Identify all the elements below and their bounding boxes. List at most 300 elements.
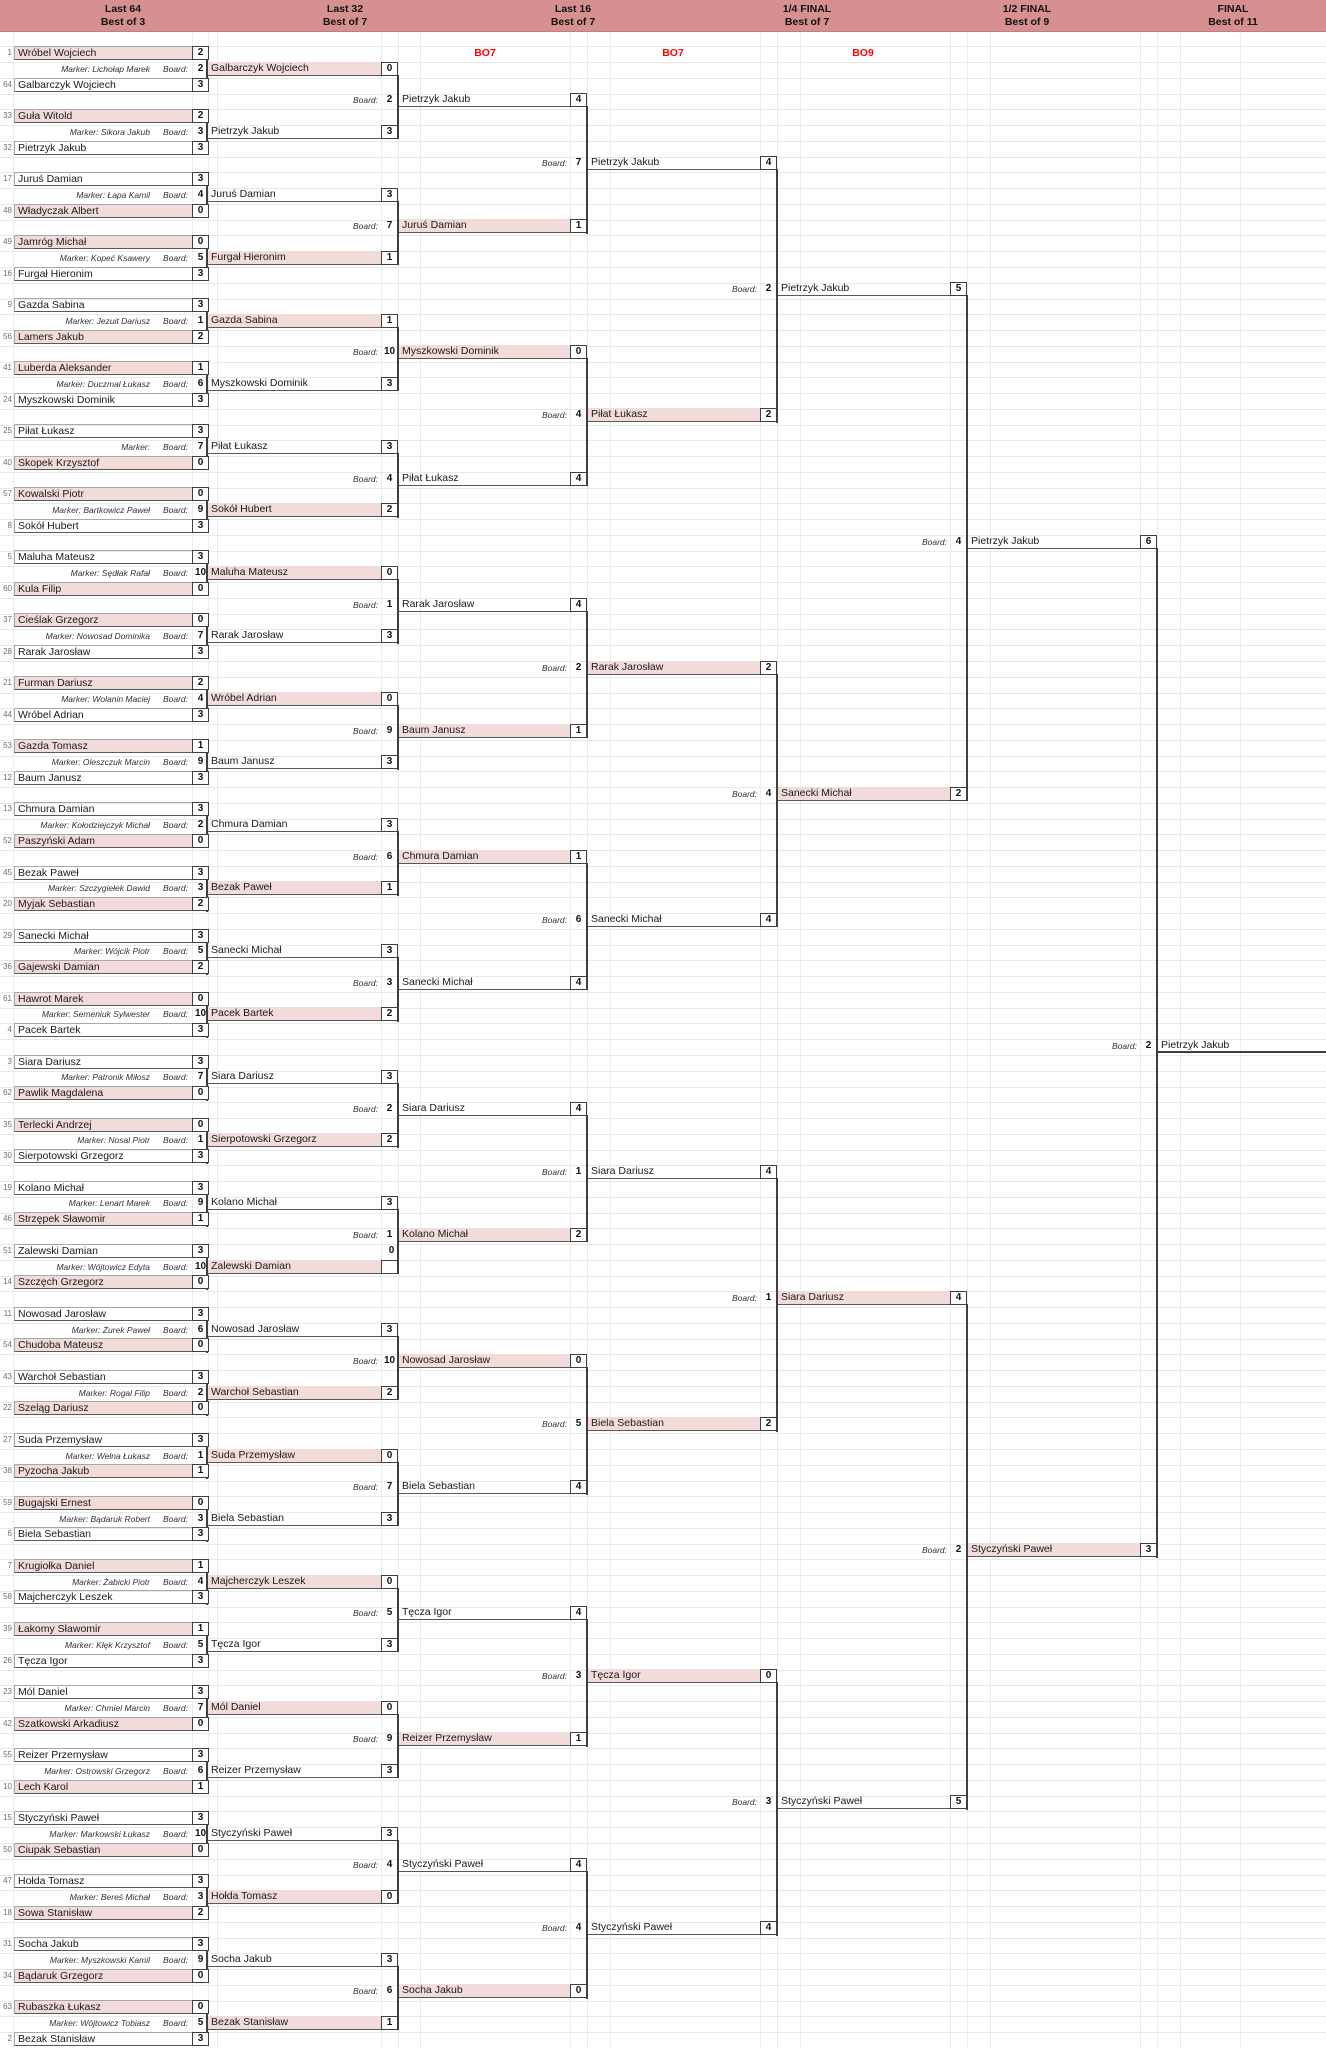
score-box: 0 — [192, 2000, 209, 2014]
score-box: 3 — [381, 1764, 398, 1778]
board-label: Board: — [352, 1103, 378, 1114]
board-number: 4 — [386, 1859, 393, 1871]
marker-label: Marker: Lichołap Marek — [61, 63, 150, 74]
score-box: 3 — [192, 172, 209, 186]
board-label: Board: — [162, 1639, 188, 1650]
board-label: Board: — [352, 95, 378, 106]
board-label: Board: — [162, 2018, 188, 2028]
board-number: 10 — [383, 1355, 396, 1367]
score-box: 3 — [192, 1055, 209, 1069]
quarterfinal-player-cell: Styczyński Paweł — [588, 1921, 760, 1935]
seed-number: 19 — [3, 1182, 12, 1192]
board-number: 2 — [197, 819, 204, 831]
player-name-cell: Gajewski Damian — [14, 960, 192, 974]
connector-line — [776, 169, 778, 423]
round-subtitle-last64: Best of 3 — [100, 16, 146, 28]
score-box: 0 — [381, 692, 398, 706]
grid-line — [0, 1228, 1326, 1229]
score-box: 0 — [381, 1575, 398, 1589]
board-label: Board: — [541, 662, 567, 673]
board-label: Board: — [352, 725, 378, 736]
board-label: Board: — [352, 1986, 378, 1997]
board-number: 7 — [386, 220, 393, 232]
seed-number: 7 — [7, 1560, 12, 1570]
board-label: Board: — [162, 1828, 188, 1839]
seed-number: 56 — [3, 331, 12, 341]
connector-line — [586, 1619, 588, 1747]
board-label: Board: — [541, 1166, 567, 1177]
board-number: 6 — [197, 1323, 204, 1335]
board-number: 7 — [197, 441, 204, 452]
quarterfinal-player-cell: Pietrzyk Jakub — [588, 156, 760, 170]
player-name-cell: Juruś Damian — [14, 172, 192, 186]
board-label: Board: — [162, 946, 188, 957]
seed-number: 13 — [3, 804, 12, 814]
score-box: 3 — [192, 550, 209, 564]
board-number: 3 — [197, 1512, 204, 1524]
grid-line — [0, 1733, 1326, 1734]
board-label: Board: — [162, 1576, 188, 1587]
player-name-cell: Kula Filip — [14, 582, 192, 596]
score-box: 3 — [192, 708, 209, 722]
player-name-cell: Nowosad Jarosław — [14, 1307, 192, 1321]
score-box: 3 — [192, 1527, 209, 1541]
score-box: 2 — [381, 1133, 398, 1147]
player-name-cell: Reizer Przemysław — [14, 1748, 192, 1762]
score-box: 1 — [381, 881, 398, 895]
marker-label: Marker: Wełna Łukasz — [65, 1450, 150, 1461]
score-box — [381, 1260, 398, 1274]
seed-number: 42 — [3, 1718, 12, 1728]
player-name-cell: Sokół Hubert — [14, 519, 192, 533]
grid-line — [610, 31, 611, 2048]
board-label: Board: — [162, 1261, 188, 1272]
score-box: 0 — [381, 1890, 398, 1904]
player-name-cell: Krugiołka Daniel — [14, 1559, 192, 1573]
score-box: 1 — [570, 219, 587, 233]
marker-label: Marker: Kłęk Krzysztof — [64, 1639, 150, 1650]
quarterfinal-player-cell: Rarak Jarosław — [588, 661, 760, 675]
marker-label: Marker: Nosal Piotr — [77, 1135, 150, 1146]
score-box: 2 — [760, 661, 777, 675]
grid-line — [0, 346, 1326, 347]
board-number: 1 — [575, 1165, 582, 1177]
marker-label: Marker: Żurek Paweł — [71, 1324, 150, 1335]
last32-player-cell: Styczyński Paweł — [208, 1827, 381, 1841]
score-box: 0 — [192, 992, 209, 1006]
board-number: 4 — [575, 1922, 582, 1934]
last32-player-cell: Sokół Hubert — [208, 503, 381, 517]
grid-line — [381, 31, 382, 2048]
last16-player-cell: Reizer Przemysław — [399, 1732, 570, 1746]
last32-player-cell: Sanecki Michał — [208, 944, 381, 958]
seed-number: 39 — [3, 1624, 12, 1633]
marker-label: Marker: Semeniuk Sylwester — [41, 1009, 150, 1020]
score-box: 0 — [381, 566, 398, 580]
board-number: 2 — [1145, 1039, 1152, 1051]
player-name-cell: Jamróg Michał — [14, 235, 192, 249]
score-box: 2 — [950, 787, 967, 801]
board-label: Board: — [162, 1450, 188, 1461]
board-label: Board: — [162, 252, 188, 263]
score-box: 3 — [192, 267, 209, 281]
seed-number: 54 — [3, 1340, 12, 1350]
marker-label: Marker: Jezuit Dariusz — [65, 315, 150, 326]
last16-player-cell: Siara Dariusz — [399, 1102, 570, 1116]
board-label: Board: — [162, 1954, 188, 1965]
round-subtitle-quarterfinal: Best of 7 — [784, 16, 830, 28]
score-box: 3 — [381, 944, 398, 958]
score-box: 1 — [192, 739, 209, 753]
grid-line — [217, 31, 218, 2048]
board-label: Board: — [162, 568, 188, 579]
score-box: 0 — [192, 456, 209, 470]
score-box: 3 — [381, 125, 398, 139]
board-number: 2 — [765, 283, 772, 295]
board-label: Board: — [162, 1324, 188, 1335]
score-box: 3 — [381, 1827, 398, 1841]
board-number: 5 — [197, 2017, 204, 2028]
player-name-cell: Hawrot Marek — [14, 992, 192, 1006]
misplaced-score: 0 — [388, 1244, 395, 1256]
seed-number: 23 — [3, 1687, 12, 1697]
last32-player-cell: Siara Dariusz — [208, 1070, 381, 1084]
last16-player-cell: Nowosad Jarosław — [399, 1354, 570, 1368]
player-name-cell: Pacek Bartek — [14, 1023, 192, 1037]
player-name-cell: Biela Sebastian — [14, 1527, 192, 1541]
board-number: 5 — [575, 1418, 582, 1430]
marker-label: Marker: Szczygiełek Dawid — [47, 883, 150, 894]
last32-player-cell: Myszkowski Dominik — [208, 377, 381, 391]
board-label: Board: — [352, 1734, 378, 1745]
score-box: 4 — [570, 598, 587, 612]
board-number: 4 — [197, 1575, 204, 1587]
score-box: 0 — [192, 1275, 209, 1289]
board-label: Board: — [731, 284, 757, 295]
player-name-cell: Zalewski Damian — [14, 1244, 192, 1258]
score-box: 4 — [570, 1858, 587, 1872]
score-box: 0 — [570, 1354, 587, 1368]
round-title-final: FINAL — [1217, 3, 1249, 15]
player-name-cell: Lech Karol — [14, 1780, 192, 1794]
seed-number: 35 — [3, 1119, 12, 1129]
seed-number: 3 — [7, 1056, 12, 1066]
connector-line — [586, 863, 588, 991]
seed-number: 37 — [3, 615, 12, 625]
board-label: Board: — [162, 315, 188, 326]
board-number: 1 — [197, 314, 204, 326]
player-name-cell: Władyczak Albert — [14, 204, 192, 218]
board-label: Board: — [352, 851, 378, 862]
score-box: 4 — [760, 156, 777, 170]
score-box: 2 — [192, 897, 209, 911]
seed-number: 41 — [3, 363, 12, 373]
round-subtitle-final: Best of 11 — [1208, 16, 1258, 28]
score-box: 0 — [192, 1717, 209, 1731]
grid-line — [0, 472, 1326, 473]
score-box: 3 — [192, 2032, 209, 2046]
board-label: Board: — [352, 1608, 378, 1619]
score-box: 0 — [192, 1496, 209, 1510]
last32-player-cell: Hołda Tomasz — [208, 1890, 381, 1904]
board-label: Board: — [162, 189, 188, 200]
score-box: 3 — [192, 771, 209, 785]
seed-number: 20 — [3, 899, 12, 909]
last32-player-cell: Tęcza Igor — [208, 1638, 381, 1652]
bo-label-last16: BO7 — [474, 47, 496, 59]
board-number: 9 — [197, 504, 204, 516]
score-box: 3 — [192, 1748, 209, 1762]
player-name-cell: Galbarczyk Wojciech — [14, 78, 192, 92]
score-box: 2 — [192, 676, 209, 690]
board-label: Board: — [162, 505, 188, 516]
score-box: 5 — [950, 1795, 967, 1809]
board-number: 4 — [955, 535, 962, 547]
board-label: Board: — [352, 1230, 378, 1240]
grid-line — [0, 1102, 1326, 1103]
board-number: 10 — [194, 1827, 207, 1839]
last32-player-cell: Galbarczyk Wojciech — [208, 62, 381, 76]
score-box: 1 — [570, 724, 587, 738]
score-box: 4 — [760, 1165, 777, 1179]
seed-number: 5 — [7, 552, 12, 562]
marker-label: Marker: Bartkowicz Paweł — [52, 505, 150, 516]
score-box: 3 — [1140, 1543, 1157, 1557]
board-number: 2 — [386, 94, 393, 106]
last32-player-cell: Sierpotowski Grzegorz — [208, 1133, 381, 1147]
score-box: 3 — [192, 1370, 209, 1384]
score-box: 3 — [381, 755, 398, 769]
score-box: 3 — [381, 1953, 398, 1967]
last32-player-cell: Pietrzyk Jakub — [208, 125, 381, 139]
marker-label: Marker: Wójcik Piotr — [73, 946, 150, 957]
board-number: 1 — [765, 1292, 772, 1304]
seed-number: 30 — [3, 1151, 12, 1161]
last16-player-cell: Sanecki Michał — [399, 976, 570, 990]
seed-number: 15 — [3, 1813, 12, 1823]
connector-line — [586, 1871, 588, 1999]
seed-number: 2 — [7, 2033, 12, 2043]
player-name-cell: Wróbel Wojciech — [14, 46, 192, 60]
player-name-cell: Suda Przemysław — [14, 1433, 192, 1447]
round-subtitle-last32: Best of 7 — [322, 16, 368, 28]
quarterfinal-player-cell: Siara Dariusz — [588, 1165, 760, 1179]
score-box: 0 — [192, 613, 209, 627]
score-box: 0 — [381, 1449, 398, 1463]
marker-label: Marker: Rogal Filip — [78, 1387, 150, 1398]
seed-number: 25 — [3, 426, 12, 436]
board-label: Board: — [352, 599, 378, 610]
last32-player-cell: Maluha Mateusz — [208, 566, 381, 580]
score-box: 5 — [950, 282, 967, 296]
board-number: 4 — [386, 472, 393, 484]
bo-label-quarterfinal: BO7 — [662, 47, 684, 59]
score-box: 2 — [570, 1228, 587, 1242]
marker-label: Marker: Sikora Jakub — [69, 126, 150, 137]
board-number: 3 — [197, 1890, 204, 1902]
last32-player-cell: Wróbel Adrian — [208, 692, 381, 706]
marker-label: Marker: Bądaruk Robert — [59, 1513, 150, 1524]
board-label: Board: — [162, 442, 188, 452]
board-number: 4 — [197, 693, 204, 705]
player-name-cell: Strzępek Sławomir — [14, 1212, 192, 1226]
last16-player-cell: Baum Janusz — [399, 724, 570, 738]
last32-player-cell: Biela Sebastian — [208, 1512, 381, 1526]
score-box: 2 — [192, 109, 209, 123]
seed-number: 59 — [3, 1497, 12, 1507]
player-name-cell: Mól Daniel — [14, 1685, 192, 1699]
seed-number: 14 — [3, 1277, 12, 1287]
board-number: 5 — [197, 251, 204, 263]
board-label: Board: — [731, 788, 757, 799]
seed-number: 32 — [3, 142, 12, 152]
score-box: 0 — [192, 1843, 209, 1857]
board-label: Board: — [162, 1387, 188, 1398]
score-box: 0 — [192, 487, 209, 501]
player-name-cell: Styczyński Paweł — [14, 1811, 192, 1825]
board-number: 2 — [575, 661, 582, 673]
seed-number: 48 — [3, 205, 12, 215]
board-number: 7 — [386, 1481, 393, 1493]
seed-number: 40 — [3, 457, 12, 467]
board-label: Board: — [352, 977, 378, 988]
seed-number: 21 — [3, 678, 12, 688]
score-box: 3 — [192, 1874, 209, 1888]
player-name-cell: Gazda Sabina — [14, 298, 192, 312]
last32-player-cell: Bezak Stanisław — [208, 2016, 381, 2030]
score-box: 3 — [192, 866, 209, 880]
seed-number: 26 — [3, 1655, 12, 1665]
last32-player-cell: Reizer Przemysław — [208, 1764, 381, 1778]
last16-player-cell: Pietrzyk Jakub — [399, 93, 570, 107]
seed-number: 6 — [7, 1529, 12, 1539]
score-box: 3 — [192, 929, 209, 943]
last16-player-cell: Kolano Michał — [399, 1228, 570, 1242]
quarterfinal-player-cell: Piłat Łukasz — [588, 408, 760, 422]
score-box: 4 — [570, 472, 587, 486]
semifinal-player-cell: Styczyński Paweł — [778, 1795, 950, 1809]
last16-player-cell: Socha Jakub — [399, 1984, 570, 1998]
player-name-cell: Baum Janusz — [14, 771, 192, 785]
score-box: 2 — [192, 46, 209, 60]
player-name-cell: Maluha Mateusz — [14, 550, 192, 564]
seed-number: 44 — [3, 709, 12, 719]
board-label: Board: — [162, 1513, 188, 1524]
seed-number: 16 — [3, 268, 12, 278]
board-label: Board: — [541, 1923, 567, 1934]
last32-player-cell: Kolano Michał — [208, 1196, 381, 1210]
player-name-cell: Bugajski Ernest — [14, 1496, 192, 1510]
marker-label: Marker: Wolanin Maciej — [61, 694, 150, 705]
seed-number: 29 — [3, 930, 12, 940]
player-name-cell: Terlecki Andrzej — [14, 1118, 192, 1132]
player-name-cell: Cieślak Grzegorz — [14, 613, 192, 627]
last16-player-cell: Myszkowski Dominik — [399, 345, 570, 359]
score-box: 2 — [760, 1417, 777, 1431]
board-label: Board: — [731, 1797, 757, 1808]
board-number: 2 — [955, 1544, 962, 1556]
grid-line — [800, 31, 801, 2048]
round-title-last32: Last 32 — [326, 3, 364, 15]
score-box: 3 — [381, 440, 398, 454]
marker-label: Marker: Ostrowski Grzegorz — [44, 1765, 150, 1776]
connector-line — [776, 1682, 778, 1936]
last32-player-cell: Suda Przemysław — [208, 1449, 381, 1463]
player-name-cell: Socha Jakub — [14, 1937, 192, 1951]
round-title-quarterfinal: 1/4 FINAL — [782, 3, 832, 15]
score-box: 4 — [760, 913, 777, 927]
grid-line — [760, 31, 761, 2048]
score-box: 3 — [192, 393, 209, 407]
player-name-cell: Warchoł Sebastian — [14, 1370, 192, 1384]
board-label: Board: — [162, 1702, 188, 1713]
seed-number: 8 — [7, 520, 12, 530]
last32-player-cell: Juruś Damian — [208, 188, 381, 202]
last16-player-cell: Biela Sebastian — [399, 1480, 570, 1494]
grid-line — [0, 598, 1326, 599]
last32-player-cell: Socha Jakub — [208, 1953, 381, 1967]
semifinal-player-cell: Siara Dariusz — [778, 1291, 950, 1305]
board-number: 5 — [197, 945, 204, 957]
last16-player-cell: Chmura Damian — [399, 850, 570, 864]
champion-name-cell: Pietrzyk Jakub — [1158, 1039, 1326, 1053]
player-name-cell: Szczęch Grzegorz — [14, 1275, 192, 1289]
grid-line — [0, 1481, 1326, 1482]
connector-line — [776, 1178, 778, 1432]
board-number: 7 — [197, 630, 204, 642]
score-box: 3 — [192, 424, 209, 438]
score-box: 3 — [381, 1638, 398, 1652]
score-box: 3 — [381, 818, 398, 832]
score-box: 0 — [192, 1118, 209, 1132]
board-number: 2 — [386, 1102, 393, 1114]
board-label: Board: — [352, 221, 378, 232]
score-box: 4 — [570, 976, 587, 990]
last16-player-cell: Juruś Damian — [399, 219, 570, 233]
round-title-semifinal: 1/2 FINAL — [1002, 3, 1052, 15]
board-number: 6 — [386, 850, 393, 862]
board-label: Board: — [162, 1765, 188, 1776]
score-box: 2 — [192, 1906, 209, 1920]
score-box: 4 — [570, 1102, 587, 1116]
board-number: 5 — [197, 1638, 204, 1650]
connector-line — [586, 106, 588, 234]
marker-label: Marker: Duczmal Łukasz — [56, 378, 150, 389]
score-box: 1 — [192, 1212, 209, 1226]
last32-player-cell: Furgał Hieronim — [208, 251, 381, 265]
board-number: 9 — [197, 1197, 204, 1209]
seed-number: 61 — [3, 993, 12, 1003]
marker-label: Marker: Oleszczuk Marcin — [51, 757, 150, 768]
seed-number: 51 — [3, 1245, 12, 1255]
connector-line — [586, 1115, 588, 1243]
score-box: 3 — [381, 188, 398, 202]
score-box: 3 — [192, 1149, 209, 1163]
score-box: 3 — [192, 1685, 209, 1699]
marker-label: Marker: Wójtowicz Edyta — [56, 1261, 150, 1272]
score-box: 2 — [381, 1007, 398, 1021]
score-box: 3 — [381, 1070, 398, 1084]
player-name-cell: Sowa Stanisław — [14, 1906, 192, 1920]
marker-label: Marker: Myszkowski Kamil — [49, 1954, 150, 1965]
semifinal-player-cell: Sanecki Michał — [778, 787, 950, 801]
score-box: 1 — [192, 361, 209, 375]
score-box: 6 — [1140, 535, 1157, 549]
board-number: 10 — [194, 1008, 207, 1020]
board-label: Board: — [921, 536, 947, 547]
seed-number: 11 — [3, 1308, 12, 1318]
score-box: 1 — [192, 1559, 209, 1573]
